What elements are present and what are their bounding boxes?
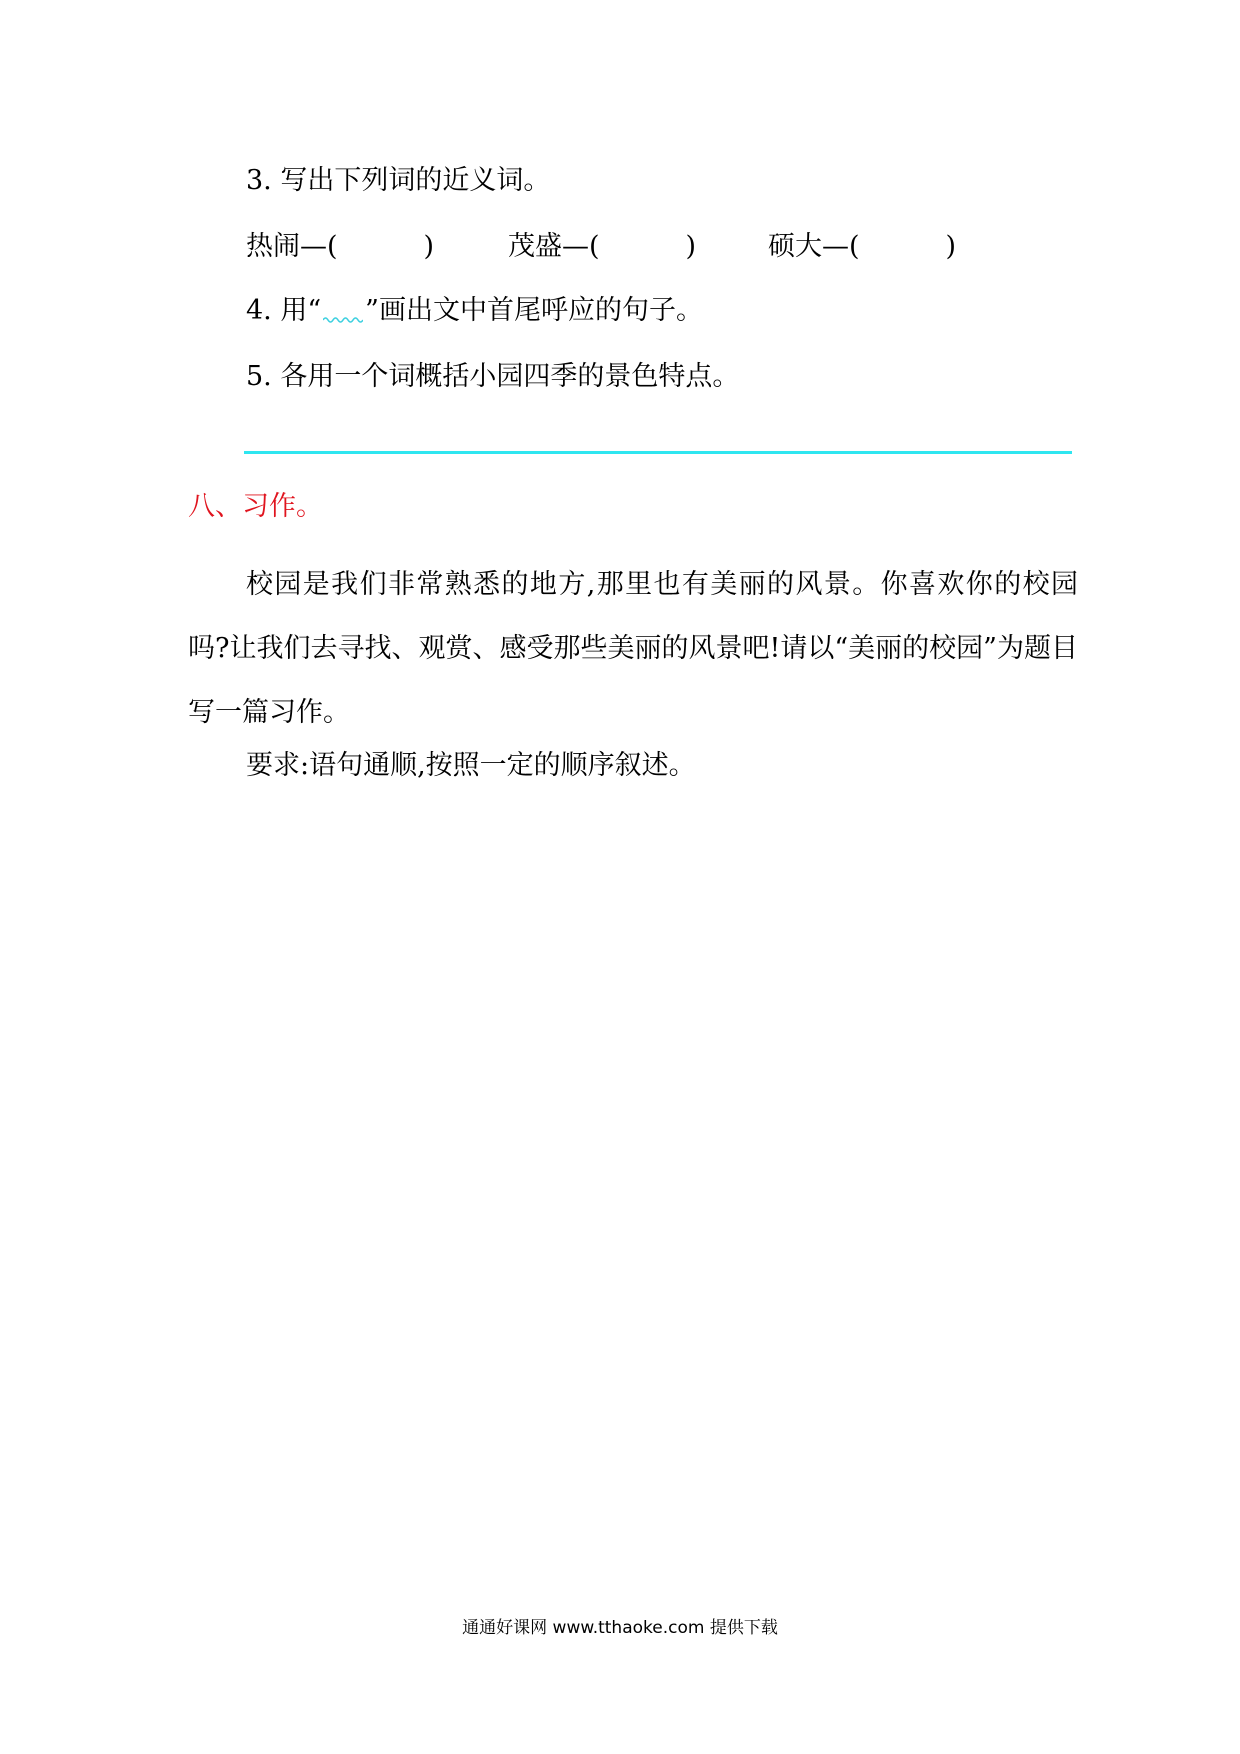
synonym-item	[246, 229, 434, 265]
synonym-item	[768, 229, 956, 265]
question-4-before: 4. 用“	[246, 295, 322, 326]
writing-prompt: 校园是我们非常熟悉的地方,那里也有美丽的风景。你喜欢你的校园吗?让我们去寻找、观赏、感受那些美丽的风景吧!请以“美丽的校园”为题目写一篇习作。	[188, 569, 1078, 728]
section-divider	[244, 451, 1072, 454]
question-4-after: ”画出文中首尾呼应的句子。	[365, 295, 703, 326]
question-5: 5. 各用一个词概括小园四季的景色特点。	[246, 361, 740, 392]
synonym-close: )	[685, 231, 697, 262]
wavy-line-icon	[321, 303, 365, 323]
section-title: 八、习作。	[188, 491, 323, 522]
footer-credit: 通通好课网 www.tthaoke.com 提供下载	[462, 1618, 778, 1638]
synonym-word: 茂盛—(	[508, 231, 600, 262]
writing-requirement: 要求:语句通顺,按照一定的顺序叙述。	[246, 750, 696, 781]
question-4	[246, 293, 703, 329]
synonym-item	[508, 229, 696, 265]
question-3: 3. 写出下列词的近义词。	[246, 165, 551, 196]
synonym-word: 硕大—(	[768, 231, 860, 262]
synonym-close: )	[423, 231, 435, 262]
synonym-close: )	[945, 231, 957, 262]
synonym-word: 热闹—(	[246, 231, 338, 262]
